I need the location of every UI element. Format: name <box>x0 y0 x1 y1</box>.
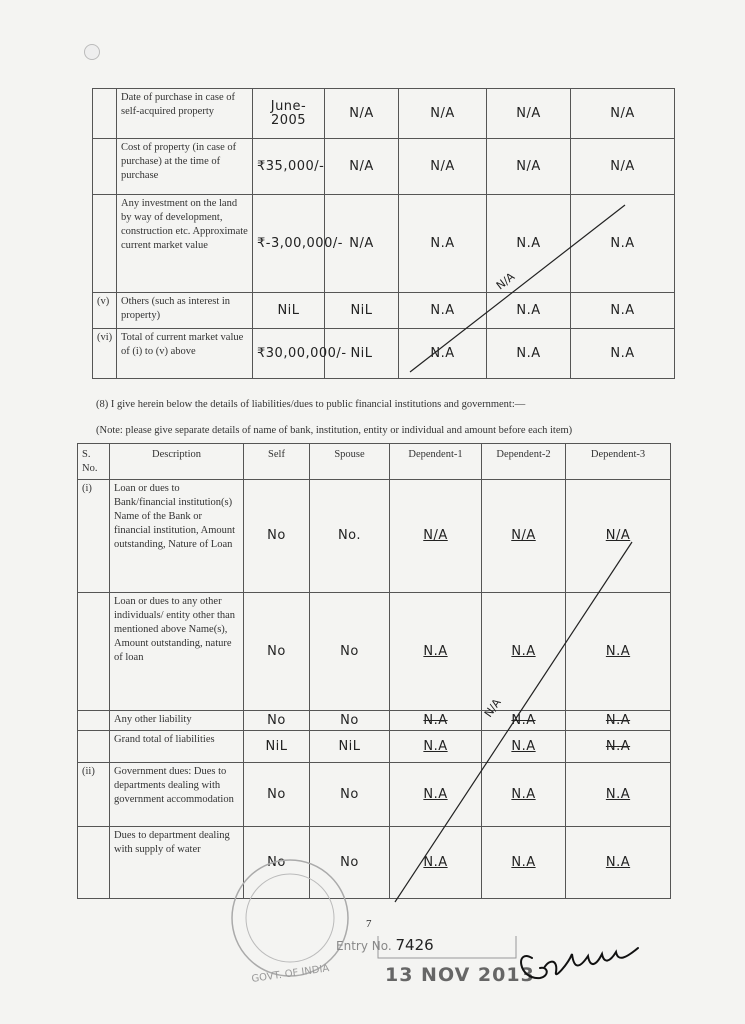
row-description: Cost of property (in case of purchase) at the time of purchase <box>117 139 253 195</box>
row-description: Government dues: Dues to departments dealing with government accommodation <box>110 763 244 827</box>
row-sno: (vi) <box>93 329 117 379</box>
seal-inner <box>246 874 334 962</box>
dependent-1-value: N.A <box>423 738 448 754</box>
self-value: ₹35,000/- <box>253 139 325 195</box>
assets-strike-note: N/A <box>493 270 518 293</box>
dependent-1-value: N.A <box>423 854 448 870</box>
dependent-1-value: N/A <box>399 139 487 195</box>
row-description: Total of current market value of (i) to (v) above <box>117 329 253 379</box>
row-description: Grand total of liabilities <box>110 731 244 763</box>
header-self: Self <box>244 444 310 480</box>
spouse-value: N/A <box>325 139 399 195</box>
dependent-2-value: N/A <box>511 528 536 543</box>
self-value: No <box>244 763 310 827</box>
dependent-2-value: N.A <box>511 712 536 728</box>
spouse-value: N/A <box>325 89 399 139</box>
row-description: Loan or dues to Bank/financial institution(s) Name of the Bank or financial institution, Amount outstanding, Nature of Loan <box>110 480 244 593</box>
row-description: Others (such as interest in property) <box>117 293 253 329</box>
spouse-value: No <box>310 763 390 827</box>
header-dependent-1: Dependent-1 <box>390 444 482 480</box>
dependent-2-value: N.A <box>487 293 571 329</box>
dependent-2-value: N.A <box>511 643 536 659</box>
dependent-1-value: N.A <box>399 195 487 293</box>
header-sno: S. No. <box>78 444 110 480</box>
self-value: NiL <box>244 731 310 763</box>
row-description: Date of purchase in case of self-acquired property <box>117 89 253 139</box>
spouse-value: NiL <box>310 731 390 763</box>
dependent-3-value: N.A <box>605 712 631 728</box>
self-value: No <box>244 480 310 593</box>
dependent-1-value: N/A <box>399 89 487 139</box>
dependent-2-value: N.A <box>511 786 536 802</box>
row-description: Any other liability <box>110 711 244 731</box>
header-dependent-3: Dependent-3 <box>566 444 671 480</box>
header-dependent-2: Dependent-2 <box>482 444 566 480</box>
self-value: No <box>244 711 310 731</box>
row-description: Any investment on the land by way of development, construction etc. Approximate current market value <box>117 195 253 293</box>
liabilities-intro: (8) I give herein below the details of liabilities/dues to public financial institutions and government:— <box>96 399 526 410</box>
row-sno: (ii) <box>78 763 110 827</box>
dependent-3-value: N.A <box>571 293 675 329</box>
spouse-value: No <box>310 827 390 899</box>
entry-label: Entry No. <box>336 939 392 953</box>
dependent-2-value: N/A <box>487 89 571 139</box>
dependent-2-value: N.A <box>487 329 571 379</box>
header-spouse: Spouse <box>310 444 390 480</box>
dependent-2-value: N.A <box>511 738 536 754</box>
seal-text: GOVT. OF INDIA <box>250 963 330 985</box>
signature-stroke <box>521 948 638 978</box>
dependent-2-value: N.A <box>487 195 571 293</box>
assets-strike-line <box>410 205 625 372</box>
self-value: No <box>244 593 310 711</box>
dependent-3-value: N.A <box>605 786 631 802</box>
dependent-2-value: N/A <box>487 139 571 195</box>
dependent-3-value: N.A <box>605 738 631 754</box>
dependent-1-value: N.A <box>399 293 487 329</box>
self-value: June-2005 <box>253 89 325 139</box>
dependent-3-value: N.A <box>571 195 675 293</box>
spouse-value: NiL <box>325 293 399 329</box>
dependent-2-value: N.A <box>511 854 536 870</box>
row-sno: (v) <box>93 293 117 329</box>
dependent-1-value: N.A <box>423 643 448 659</box>
date-stamp: 13 NOV 2013 <box>385 964 535 986</box>
dependent-3-value: N.A <box>605 854 631 870</box>
spouse-value: No <box>310 711 390 731</box>
signature <box>510 918 660 998</box>
page-number: 7 <box>366 918 372 930</box>
entry-stamp <box>336 936 434 954</box>
dependent-1-value: N.A <box>423 786 448 802</box>
dependent-3-value: N/A <box>571 139 675 195</box>
dependent-3-value: N.A <box>571 329 675 379</box>
dependent-3-value: N/A <box>605 528 631 543</box>
seal-outer <box>232 860 348 976</box>
liabilities-strike-line <box>395 542 632 902</box>
header-description: Description <box>110 444 244 480</box>
dependent-1-value: N/A <box>423 528 448 543</box>
dependent-3-value: N.A <box>605 643 631 659</box>
self-value: NiL <box>253 293 325 329</box>
entry-number: 7426 <box>395 936 434 954</box>
self-value: ₹30,00,000/- <box>253 329 325 379</box>
row-sno: (i) <box>78 480 110 593</box>
spouse-value: N/A <box>325 195 399 293</box>
self-value: No <box>244 827 310 899</box>
spouse-value: NiL <box>325 329 399 379</box>
spouse-value: No <box>310 593 390 711</box>
liabilities-note: (Note: please give separate details of name of bank, institution, entity or individual and amount before each item) <box>96 425 573 436</box>
dependent-1-value: N.A <box>399 329 487 379</box>
row-description: Loan or dues to any other individuals/ entity other than mentioned above Name(s), Amount outstanding, nature of loan <box>110 593 244 711</box>
dependent-3-value: N/A <box>571 89 675 139</box>
self-value: ₹-3,00,000/- <box>253 195 325 293</box>
liabilities-strike-note: N/A <box>481 696 504 720</box>
spouse-value: No. <box>310 480 390 593</box>
row-description: Dues to department dealing with supply of water <box>110 827 244 899</box>
dependent-1-value: N.A <box>423 712 448 728</box>
